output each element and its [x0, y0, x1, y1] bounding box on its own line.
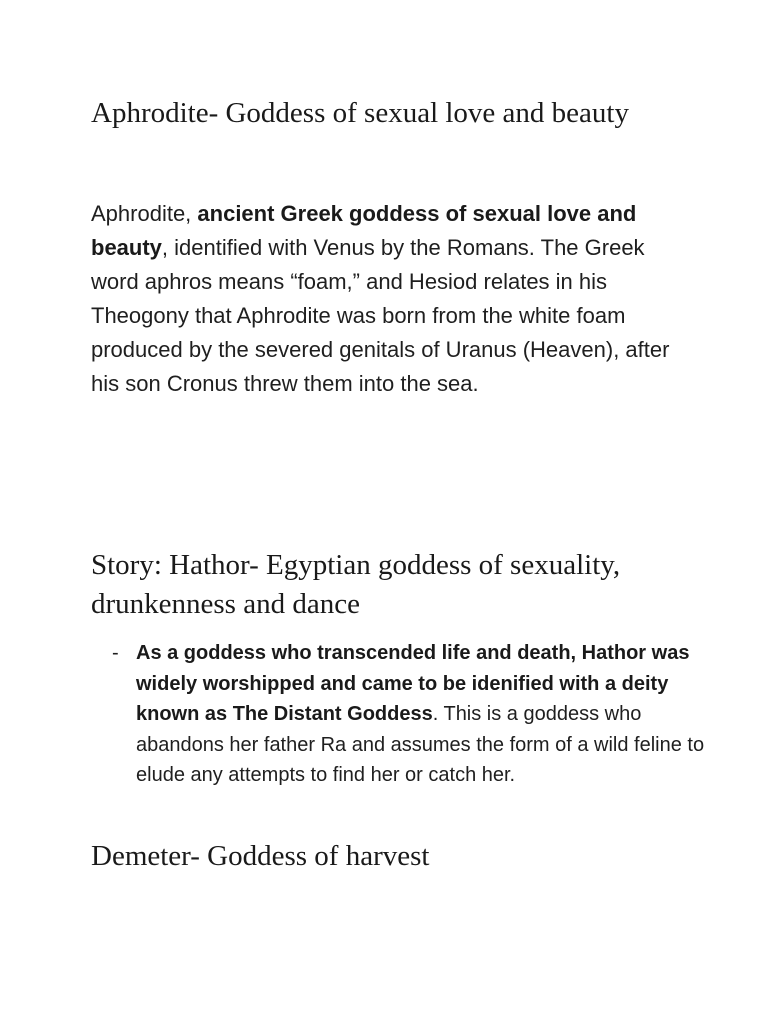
hathor-heading-line1: Story: Hathor- Egyptian goddess of sexuality,: [91, 549, 621, 581]
aphrodite-paragraph-suffix: , identified with Venus by the Romans. The Greek word aphros means “foam,” and Hesiod relates in his Theogony that Aphrodite was born from the white foam produced by the severed genitals of Uranus (Heaven), after his son Cronus threw them into the sea.: [91, 235, 670, 396]
hathor-heading-line2: drunkenness and dance: [91, 588, 360, 620]
hathor-bullet-suffix: . This is a goddess who abandons her father Ra and assumes the form of a wild feline to elude any attempts to find her or catch her.: [136, 703, 705, 786]
demeter-heading: Demeter- Goddess of harvest: [91, 840, 430, 872]
aphrodite-paragraph-prefix: Aphrodite,: [91, 201, 198, 226]
hathor-bullet-list: [112, 638, 712, 791]
bullet-dash-marker: -: [112, 642, 119, 664]
aphrodite-heading: Aphrodite- Goddess of sexual love and beauty: [91, 97, 629, 129]
hathor-bullet-bold: As a goddess who transcended life and death, Hathor was widely worshipped and came to be idenified with a deity known as The Distant Goddess: [136, 642, 690, 725]
aphrodite-paragraph: [91, 197, 691, 401]
list-item: [112, 638, 712, 791]
aphrodite-paragraph-bold: ancient Greek goddess of sexual love and beauty: [91, 201, 637, 260]
